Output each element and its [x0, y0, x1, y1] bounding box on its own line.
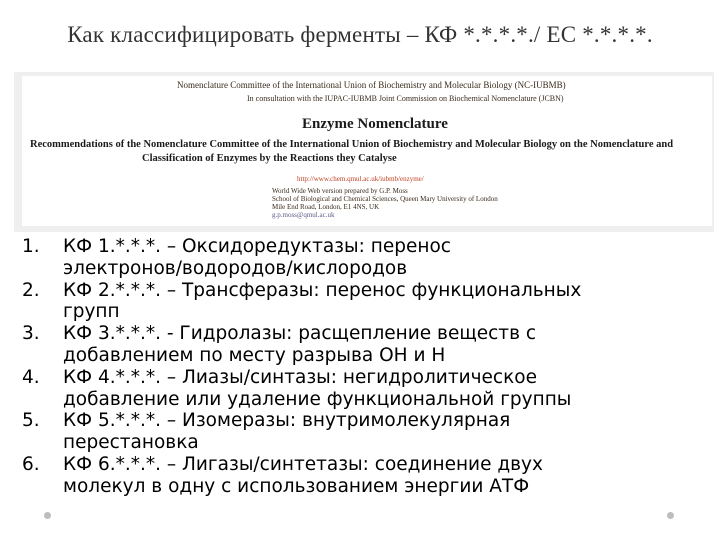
consultation-line: In consultation with the IUPAC-IUBMB Joint Commission on Biochemical Nomenclature (JCBN)	[247, 94, 564, 103]
item-line-2: добавление или удаление функциональной группы	[63, 388, 572, 410]
item-line-2: добавлением по месту разрыва ОН и Н	[63, 344, 446, 366]
item-number: 5.	[22, 410, 40, 432]
list-item	[22, 280, 712, 324]
recommendations-line-1: Recommendations of the Nomenclature Committee of the International Union of Biochemistry and Molecular Biology on the Nomenclature and	[30, 139, 674, 150]
item-line-1: КФ 4.*.*.*. – Лиазы/синтазы: негидролитическое	[63, 366, 537, 388]
item-line-2: групп	[63, 301, 120, 323]
www-version-line: World Wide Web version prepared by G.P. Moss	[272, 187, 408, 195]
list-item	[22, 236, 712, 280]
contact-email: g.p.moss@qmul.ac.uk	[272, 211, 335, 219]
enzyme-class-list	[22, 236, 712, 498]
item-line-2: молекул в одну с использованием энергии АТФ	[63, 475, 530, 497]
list-item	[22, 323, 712, 367]
recommendations-line-2: Classification of Enzymes by the Reactions they Catalyse	[142, 153, 397, 164]
document-url: http://www.chem.qmul.ac.uk/iubmb/enzyme/	[297, 175, 424, 183]
item-number: 6.	[22, 453, 40, 475]
list-item	[22, 410, 712, 454]
corner-dot-left	[44, 512, 51, 519]
item-line-1: КФ 2.*.*.*. – Трансферазы: перенос функциональных	[63, 279, 582, 301]
item-line-1: КФ 3.*.*.*. - Гидролазы: расщепление веществ с	[63, 323, 537, 345]
item-line-2: перестановка	[63, 432, 199, 454]
item-number: 4.	[22, 366, 40, 388]
item-line-1: КФ 5.*.*.*. – Изомеразы: внутримолекулярная	[63, 410, 511, 432]
item-number: 3.	[22, 323, 40, 345]
enzyme-nomenclature-screenshot	[22, 76, 712, 226]
slide-title: Как классифицировать ферменты – КФ *.*.*.*./ EC *.*.*.*.	[67, 22, 653, 47]
item-number: 1.	[22, 236, 40, 257]
item-line-1: КФ 6.*.*.*. – Лигазы/синтетазы: соединение двух	[63, 453, 543, 475]
document-heading: Enzyme Nomenclature	[302, 116, 448, 132]
committee-line: Nomenclature Committee of the International Union of Biochemistry and Molecular Biology (NC-IUBMB)	[177, 80, 566, 90]
list-item	[22, 367, 712, 411]
corner-dot-right	[667, 512, 674, 519]
item-number: 2.	[22, 279, 40, 301]
list-item	[22, 454, 712, 498]
school-line: School of Biological and Chemical Sciences, Queen Mary University of London	[272, 195, 498, 203]
address-line: Mile End Road, London, E1 4NS, UK	[272, 203, 380, 211]
item-line-1: КФ 1.*.*.*. – Оксидоредуктазы: перенос	[63, 236, 451, 257]
item-line-2: электронов/водородов/кислородов	[63, 257, 408, 279]
